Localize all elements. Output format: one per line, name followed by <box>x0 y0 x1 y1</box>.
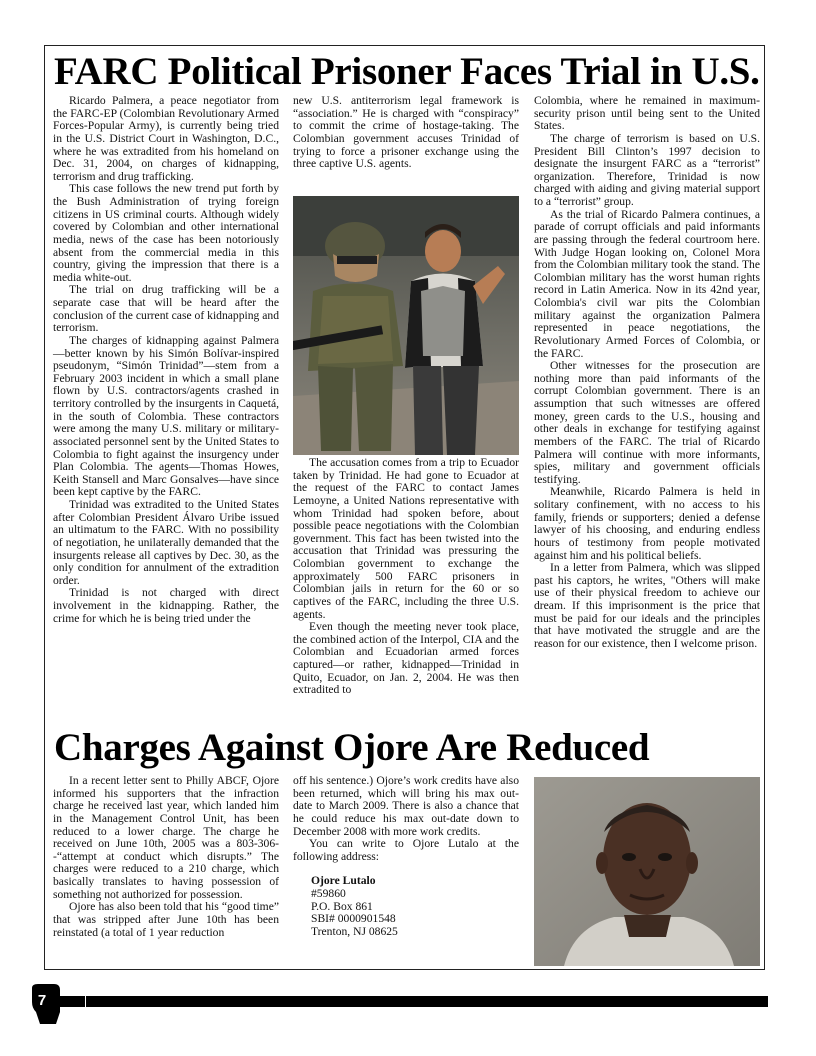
paragraph: Ojore has also been told that his “good time” that was stripped after June 10th has been reinstated (a total of 1 year reduction <box>53 900 279 939</box>
paragraph: Trinidad is not charged with direct involvement in the kidnapping. Rather, the crime for which he is being tried under the <box>53 586 279 625</box>
paragraph: In a recent letter sent to Philly ABCF, Ojore informed his supporters that the infraction charge he received last year, which landed him in the Management Control Unit, has been reduced to a lower charge. The charge he received on June 10th, 2005 was a 803-306--“attempt at conduct which disrupts.” The charges were reduced to a 210 charge, which basically translates to having possession of something not authorized for possession. <box>53 774 279 901</box>
mailing-address <box>311 875 519 938</box>
paragraph: new U.S. antiterrorism legal framework is “association.” He is charged with “conspiracy” to commit the crime of hostage-taking. The Colombian government accuses Trinidad of trying to force a prisoner exchange using the three captive U.S. agents. <box>293 94 519 171</box>
portrait-photo <box>534 777 760 966</box>
address-city: Trenton, NJ 08625 <box>311 924 398 938</box>
article-column-2 <box>293 95 519 171</box>
arrest-photo <box>293 196 519 455</box>
article-headline: FARC Political Prisoner Faces Trial in U.S. <box>54 50 760 93</box>
paragraph: Even though the meeting never took place, the combined action of the Interpol, CIA and the Colombian and Ecuadorian armed forces captured—or rather, kidnapped—Trinidad in Quito, Ecuador, on Jan. 2, 2004. He was then extradited to <box>293 620 519 697</box>
paragraph: The charges of kidnapping against Palmera—better known by his Simón Bolívar-inspired pseudonym, “Simón Trinidad”—stem from a February 2003 incident in which a small plane flown by U.S. contractors/agents crashed in territory controlled by the insurgents in Caquetá, in the south of Colombia. These contractors were among the many U.S. military or military-associated personnel sent by the United States to Colombia to fight against the insurgency under Plan Colombia. The agents—Thomas Howes, Keith Stansell and Marc Gonsalves—have since been kept captive by the FARC. <box>53 333 279 499</box>
paragraph: In a letter from Palmera, which was slipped past his captors, he writes, "Others will make use of their physical freedom to achieve our dream. If this imprisonment is the price that must be paid for our ideals and the principles that have motivated the struggle and are the reason for our existence, then I welcome prison. <box>534 561 760 650</box>
paragraph: off his sentence.) Ojore’s work credits have also been returned, which will bring his max out-date to March 2009. There is also a chance that he could reduce his max out-date down to December 2008 with more work credits. <box>293 774 519 838</box>
paragraph: Ricardo Palmera, a peace negotiator from the FARC-EP (Colombian Revolutionary Armed Forces-Popular Army), is currently being tried in the U.S. District Court in Washington, D.C., where he was extradited from his homeland on Dec. 31, 2004, on charges of kidnapping, terrorism and drug trafficking. <box>53 94 279 183</box>
paragraph: This case follows the new trend put forth by the Bush Administration of trying foreign citizens in US criminal courts. Although widely covered by Colombian and other international media, news of the case has been notoriously absent from the commercial media in this country, giving the impression that there is a media white-out. <box>53 182 279 284</box>
article-column-1 <box>53 95 279 625</box>
article2-column-1 <box>53 775 279 939</box>
paragraph: The trial on drug trafficking will be a separate case that will be heard after the conclusion of the current case of kidnapping and terrorism. <box>53 283 279 335</box>
paragraph: Other witnesses for the prosecution are nothing more than paid informants of the corrupt Colombian government. There is an assumption that such witnesses are offered money, green cards to the U.S., housing and other deals in exchange for testifying against members of the FARC. The trial of Ricardo Palmera will continue with more informants, spies, military and government officials testifying. <box>534 359 760 486</box>
paragraph: Meanwhile, Ricardo Palmera is held in solitary confinement, with no access to his family, friends or supporters; denied a defense lawyer of his choosing, and enduring endless hours of testimony from people motivated against him and his political beliefs. <box>534 485 760 562</box>
paragraph: Trinidad was extradited to the United States after Colombian President Álvaro Uribe issued an ultimatum to the FARC. With no possibility of negotiation, he unilaterally demanded that the insurgents release all captives by Dec. 30, as the only condition for annulment of the extradition order. <box>53 498 279 587</box>
address-box: P.O. Box 861 <box>311 899 373 913</box>
article2-column-2 <box>293 775 519 939</box>
paragraph: The charge of terrorism is based on U.S. President Bill Clinton’s 1997 decision to designate the insurgent FARC as a “terrorist” organization. Therefore, Trinidad is now charged with aiding and giving material support to a “terrorist” group. <box>534 131 760 208</box>
page-number: 7 <box>37 992 47 1009</box>
paragraph: Colombia, where he remained in maximum-security prison until being sent to the United States. <box>534 94 760 133</box>
paragraph: You can write to Ojore Lutalo at the following address: <box>293 837 519 863</box>
article-headline: Charges Against Ojore Are Reduced <box>54 726 650 769</box>
paragraph: The accusation comes from a trip to Ecuador taken by Trinidad. He had gone to Ecuador at the request of the FARC to contact James Lemoyne, a United Nations representative with whom Trinidad had spoken before, about possible peace negotiations with the Colombian government. This fact has been twisted into the accusation that Trinidad was pressuring the Colombian government to exchange the approximately 500 FARC prisoners in Colombian jails in return for the 60 or so captives of the FARC, including the three U.S. agents. <box>293 456 519 621</box>
address-name: Ojore Lutalo <box>311 874 376 888</box>
paragraph: As the trial of Ricardo Palmera continues, a parade of corrupt officials and paid informants are passing through the federal courtroom here. With Judge Hogan looking on, Colonel Mora from the Colombian military took the stand. The Colombian military has the worst human rights record in Latin America. Now in its 42nd year, Colombia's civil war pits the Colombian military against the organization Palmera represented in peace negotiations, the Revolutionary Armed Forces of Colombia, or the FARC. <box>534 207 760 360</box>
address-sbi: SBI# 0000901548 <box>311 912 396 926</box>
address-number: #59860 <box>311 887 346 900</box>
article-column-3 <box>534 95 760 651</box>
article-column-2-lower <box>293 457 519 697</box>
footer-rule <box>86 996 768 1007</box>
